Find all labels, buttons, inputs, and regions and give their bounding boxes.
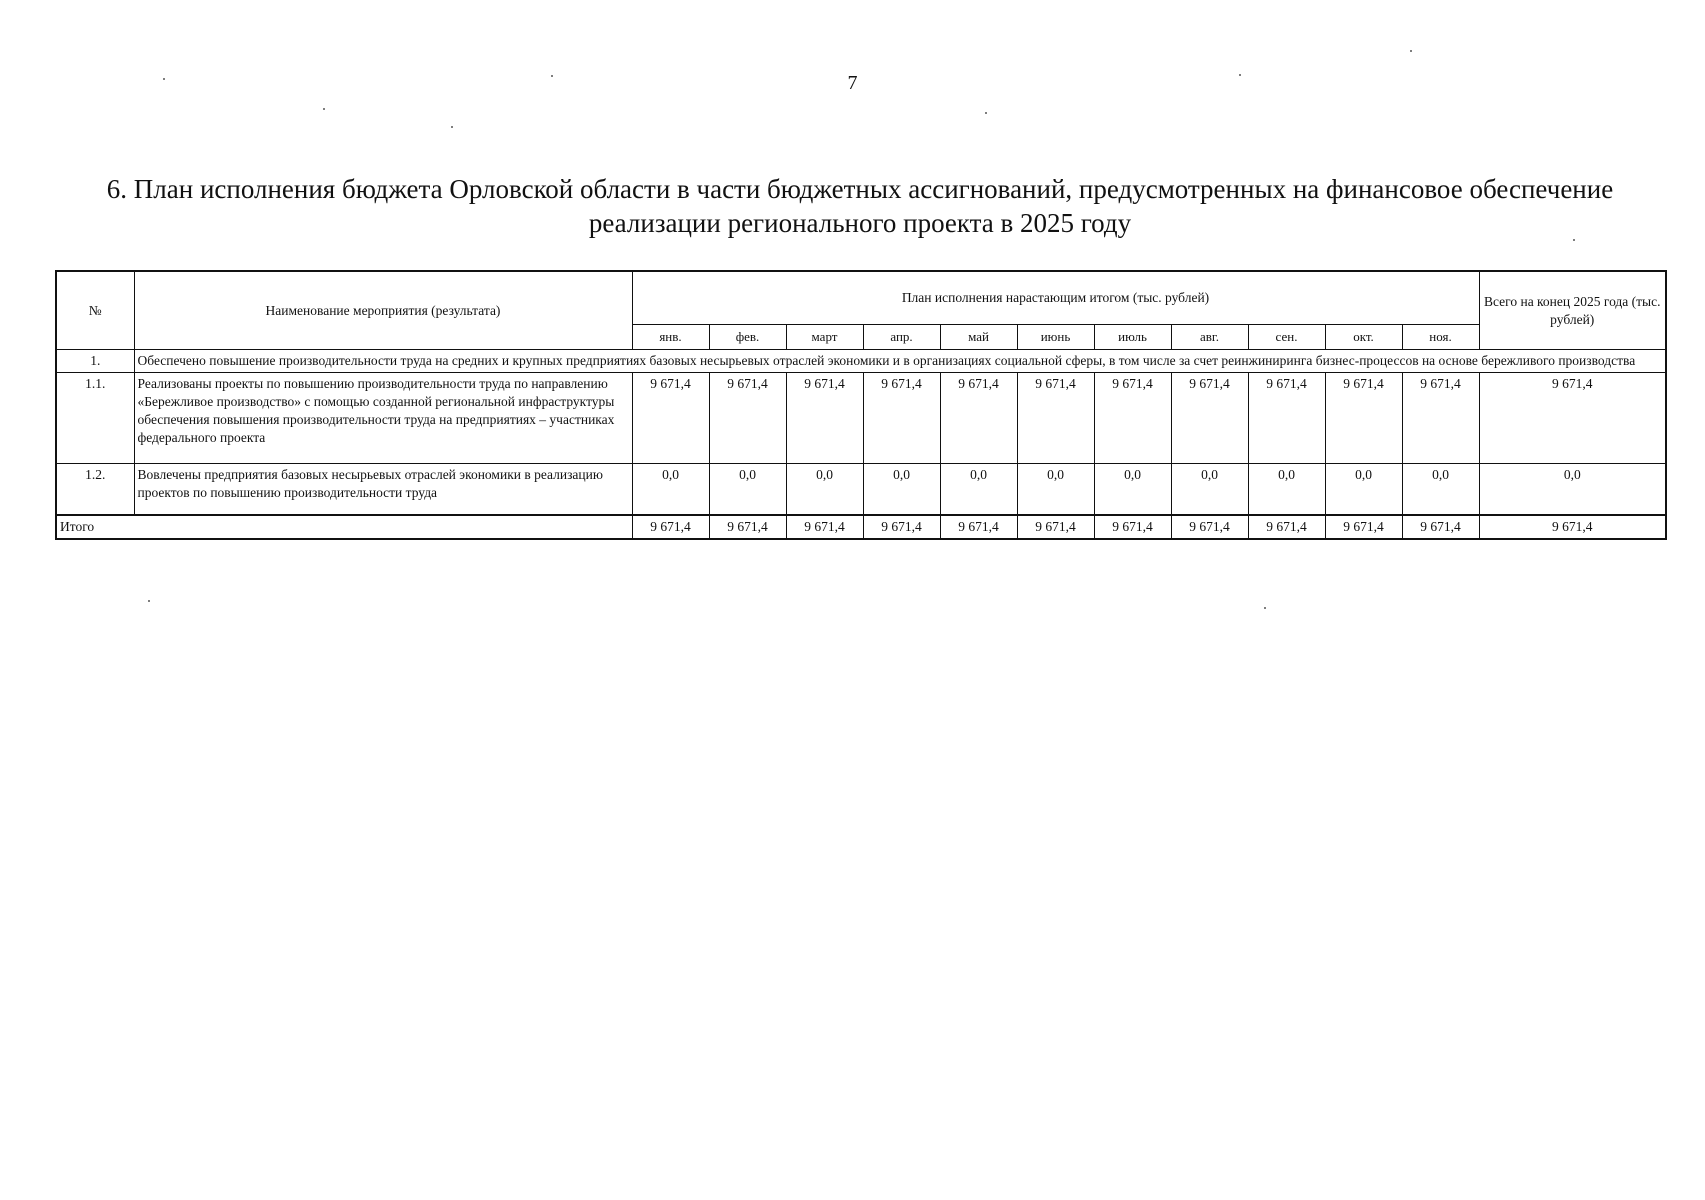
section-text: Обеспечено повышение производительности труда на средних и крупных предприятиях базовых несырьевых отраслей экономики и в организациях социальной сферы, в том числе за счет реинжиниринга бизнес-процессов на основе бережливого производства: [134, 350, 1666, 373]
table-row: [56, 373, 1666, 464]
row-total: 0,0: [1479, 464, 1666, 516]
summary-value: 9 671,4: [1171, 515, 1248, 539]
summary-value: 9 671,4: [1248, 515, 1325, 539]
month-value: 9 671,4: [863, 373, 940, 464]
month-header: фев.: [709, 325, 786, 350]
month-header: апр.: [863, 325, 940, 350]
title-line-2: реализации регионального проекта в 2025 году: [588, 208, 1132, 238]
month-value: 0,0: [1325, 464, 1402, 516]
month-header: янв.: [632, 325, 709, 350]
page-number: 7: [847, 72, 858, 94]
month-header: авг.: [1171, 325, 1248, 350]
summary-value: 9 671,4: [1017, 515, 1094, 539]
month-value: 0,0: [1402, 464, 1479, 516]
summary-value: 9 671,4: [786, 515, 863, 539]
month-header: сен.: [1248, 325, 1325, 350]
header-name: Наименование мероприятия (результата): [134, 271, 632, 350]
month-header: июль: [1094, 325, 1171, 350]
title-line-1: 6. План исполнения бюджета Орловской области в части бюджетных ассигнований, предусмотренных на финансовое обеспечение: [106, 174, 1614, 204]
month-header: март: [786, 325, 863, 350]
month-value: 9 671,4: [1017, 373, 1094, 464]
month-value: 9 671,4: [1325, 373, 1402, 464]
header-row: [56, 271, 1666, 325]
month-value: 9 671,4: [1094, 373, 1171, 464]
page-title: [50, 172, 1670, 240]
row-name: Реализованы проекты по повышению производительности труда по направлению «Бережливое производство» с помощью созданной региональной инфраструктуры обеспечения повышения производительности труда на предприятиях – участниках федерального проекта: [134, 373, 632, 464]
month-value: 0,0: [863, 464, 940, 516]
table-row: [56, 464, 1666, 516]
summary-value: 9 671,4: [1094, 515, 1171, 539]
summary-total: 9 671,4: [1479, 515, 1666, 539]
month-value: 9 671,4: [1171, 373, 1248, 464]
month-header: июнь: [1017, 325, 1094, 350]
month-value: 9 671,4: [786, 373, 863, 464]
month-value: 0,0: [786, 464, 863, 516]
month-value: 0,0: [632, 464, 709, 516]
month-value: 0,0: [709, 464, 786, 516]
header-total: Всего на конец 2025 года (тыс. рублей): [1479, 271, 1666, 350]
header-no: №: [56, 271, 134, 350]
header-plan: План исполнения нарастающим итогом (тыс. рублей): [632, 271, 1479, 325]
summary-value: 9 671,4: [940, 515, 1017, 539]
month-value: 0,0: [1248, 464, 1325, 516]
month-value: 0,0: [1171, 464, 1248, 516]
row-no: 1.2.: [56, 464, 134, 516]
month-header: май: [940, 325, 1017, 350]
row-no: 1.1.: [56, 373, 134, 464]
summary-value: 9 671,4: [1402, 515, 1479, 539]
summary-value: 9 671,4: [632, 515, 709, 539]
row-name: Вовлечены предприятия базовых несырьевых отраслей экономики в реализацию проектов по повышению производительности труда: [134, 464, 632, 516]
month-value: 9 671,4: [1248, 373, 1325, 464]
summary-value: 9 671,4: [709, 515, 786, 539]
month-value: 9 671,4: [632, 373, 709, 464]
section-row: [56, 350, 1666, 373]
month-value: 0,0: [1094, 464, 1171, 516]
summary-value: 9 671,4: [863, 515, 940, 539]
summary-value: 9 671,4: [1325, 515, 1402, 539]
month-header: окт.: [1325, 325, 1402, 350]
month-header: ноя.: [1402, 325, 1479, 350]
month-value: 9 671,4: [940, 373, 1017, 464]
row-total: 9 671,4: [1479, 373, 1666, 464]
month-value: 9 671,4: [1402, 373, 1479, 464]
month-value: 9 671,4: [709, 373, 786, 464]
summary-label: Итого: [56, 515, 632, 539]
section-no: 1.: [56, 350, 134, 373]
month-value: 0,0: [940, 464, 1017, 516]
summary-row: [56, 515, 1666, 539]
budget-plan-table: [55, 270, 1667, 540]
month-value: 0,0: [1017, 464, 1094, 516]
